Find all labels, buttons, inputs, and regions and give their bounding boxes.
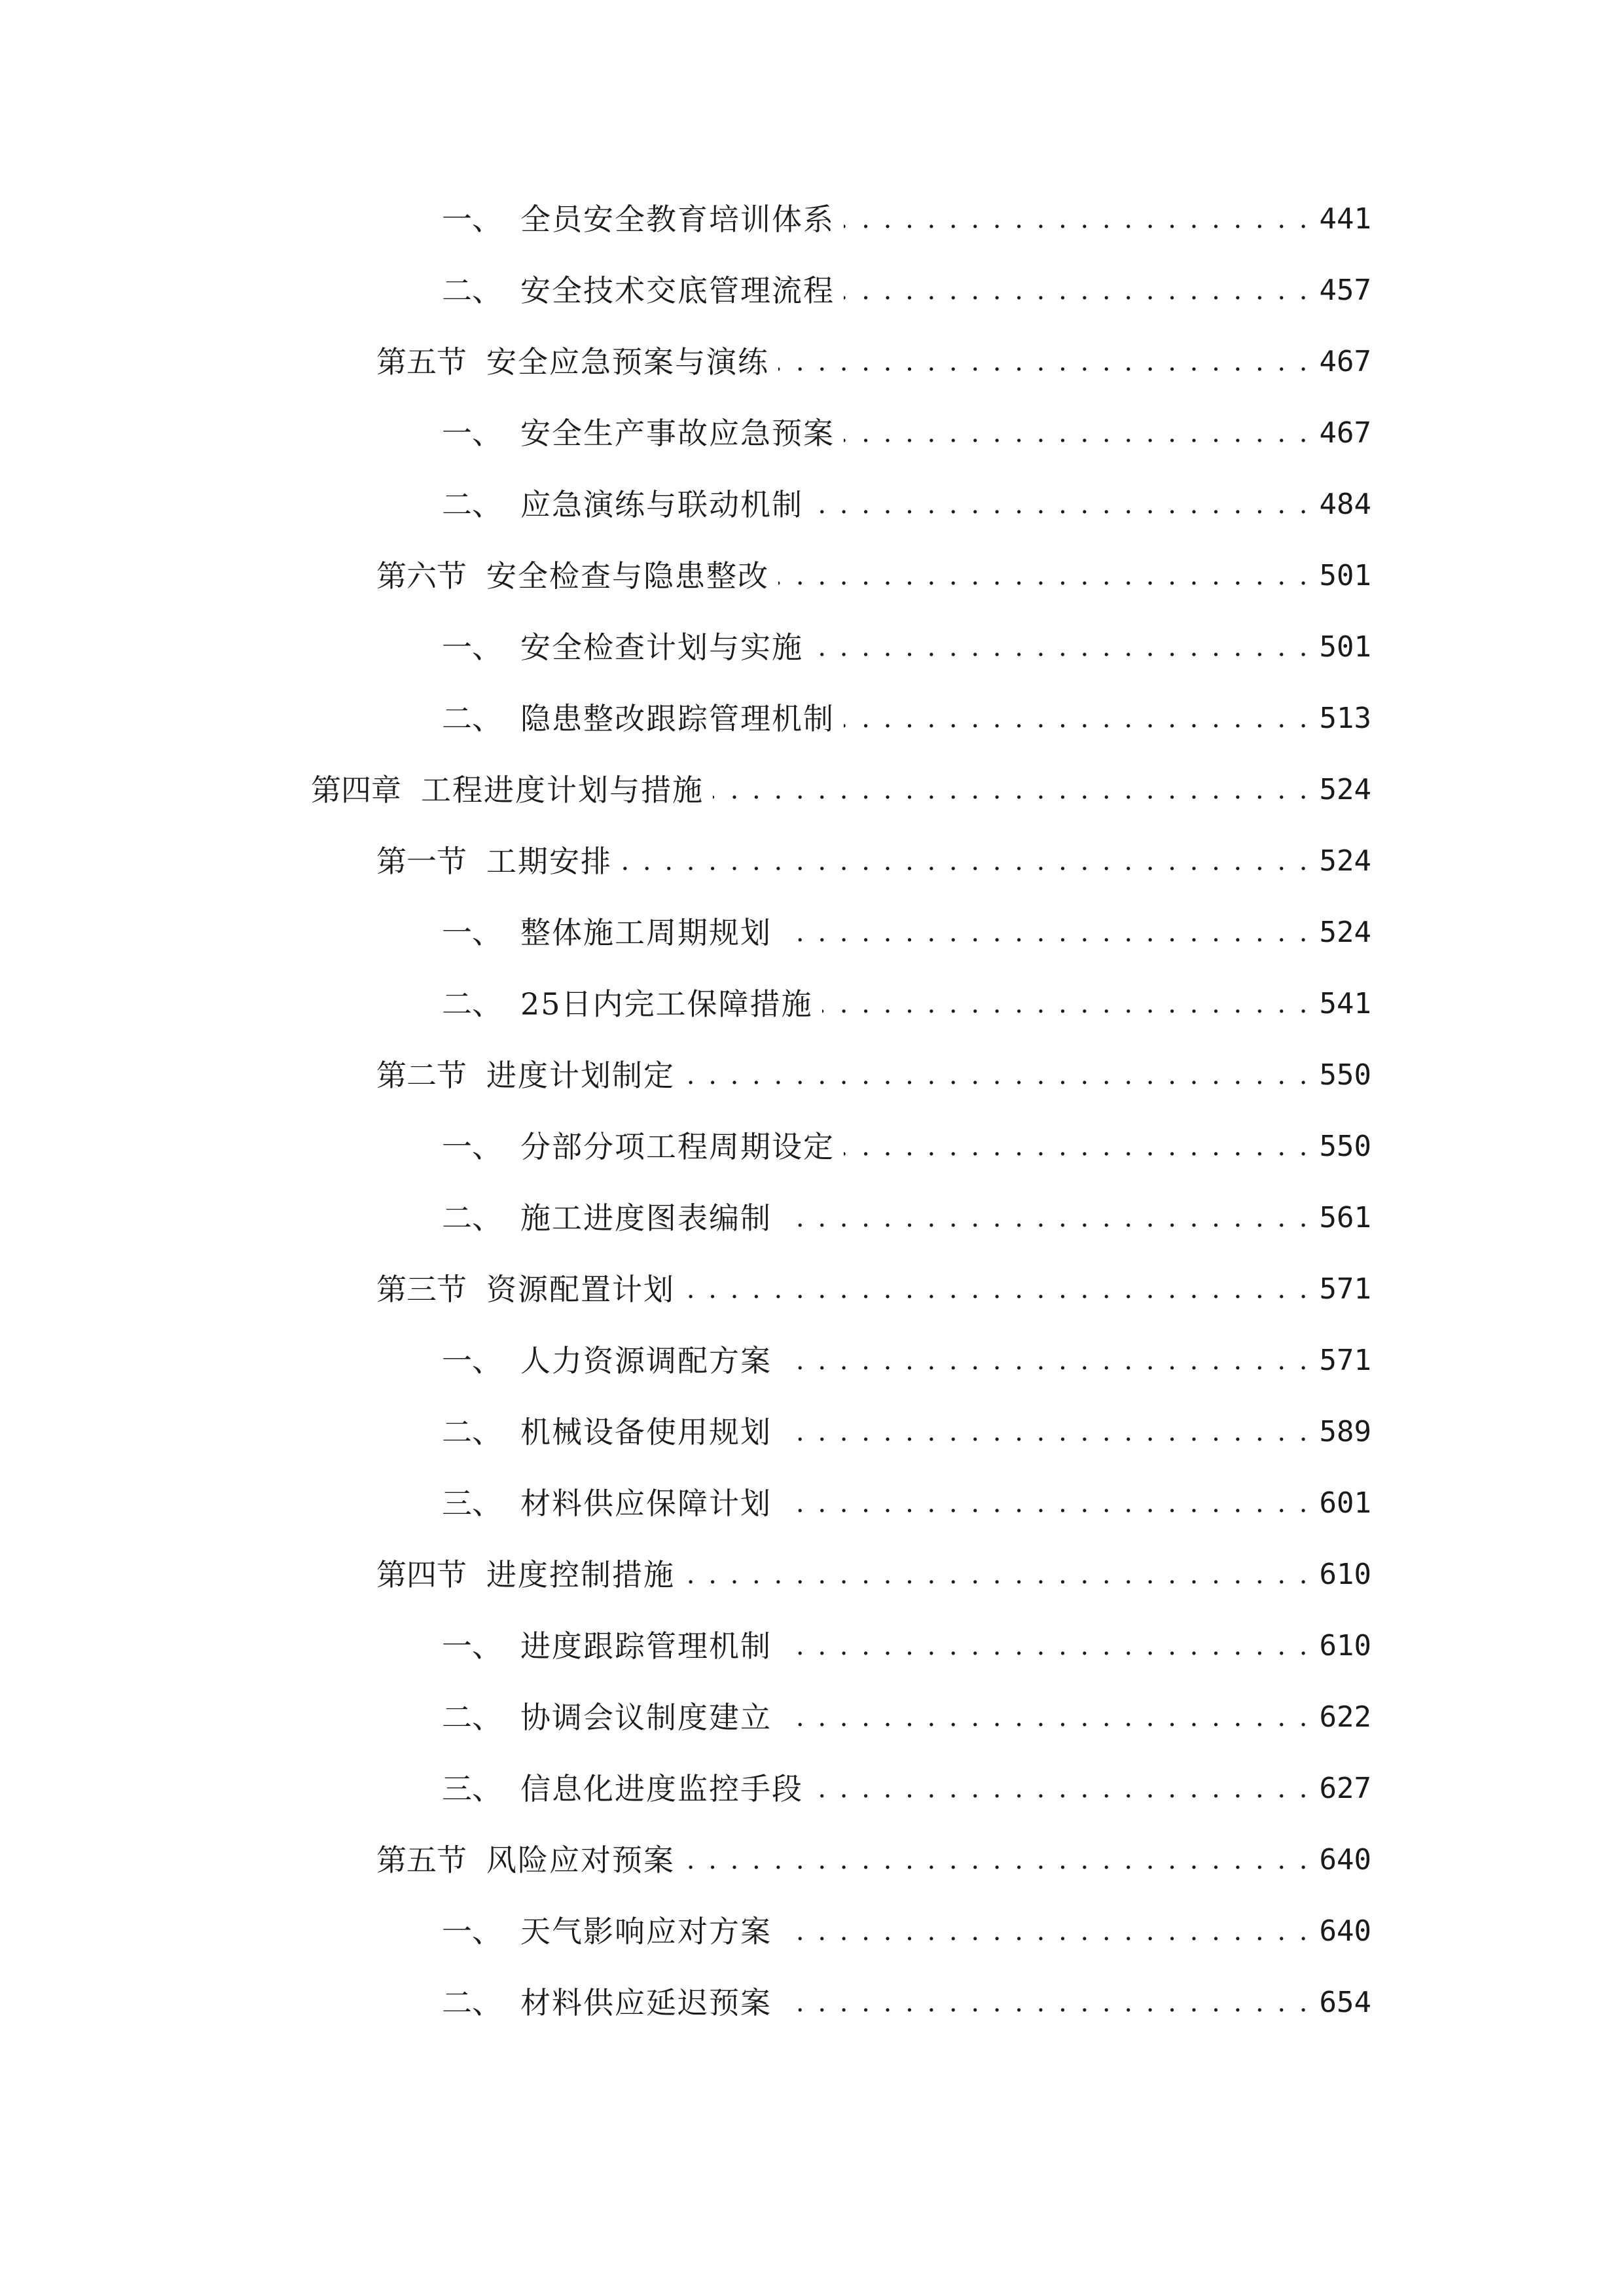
toc-entry-number: 三、 (442, 1486, 502, 1521)
toc-entry-title: 应急演练与联动机制 (520, 487, 803, 522)
toc-entry-title: 安全应急预案与演练 (486, 344, 769, 380)
toc-entry[interactable] (442, 407, 1371, 459)
toc-entry-number: 第一节 (376, 844, 467, 879)
toc-entry-number: 第二节 (376, 1058, 467, 1093)
toc-entry-number: 二、 (442, 1985, 502, 2020)
toc-entry-title: 材料供应延迟预案 (520, 1985, 772, 2020)
toc-page-number: 467 (1319, 345, 1371, 378)
toc-page-number: 627 (1319, 1772, 1371, 1805)
toc-entry-title: 施工进度图表编制 (520, 1200, 772, 1236)
dot-leader (844, 407, 1310, 459)
dot-leader (781, 1905, 1310, 1958)
dot-leader (781, 1406, 1310, 1458)
toc-entry[interactable] (442, 1763, 1371, 1815)
toc-page-number: 501 (1319, 559, 1371, 592)
toc-entry[interactable] (442, 1335, 1371, 1387)
toc-entry-title: 工程进度计划与措施 (421, 772, 704, 808)
dot-leader (781, 1691, 1310, 1744)
toc-entry-title: 整体施工周期规划 (520, 915, 772, 950)
toc-page-number: 501 (1319, 630, 1371, 664)
toc-entry[interactable] (376, 1263, 1371, 1316)
dot-leader (781, 1192, 1310, 1244)
dot-leader (778, 336, 1310, 388)
toc-entry[interactable] (311, 764, 1371, 816)
dot-leader (812, 1763, 1310, 1815)
dot-leader (684, 1549, 1310, 1601)
toc-entry-title: 风险应对预案 (486, 1842, 675, 1878)
toc-page-number: 610 (1319, 1558, 1371, 1591)
toc-entry-title: 信息化进度监控手段 (520, 1771, 803, 1806)
toc-entry-number: 二、 (442, 487, 502, 522)
dot-leader (713, 764, 1310, 816)
dot-leader (844, 264, 1310, 317)
toc-entry-title: 天气影响应对方案 (520, 1914, 772, 1949)
toc-entry-number: 二、 (442, 986, 502, 1022)
toc-entry-number: 第五节 (376, 1842, 467, 1878)
dot-leader (781, 1977, 1310, 2029)
toc-entry-title: 进度计划制定 (486, 1058, 675, 1093)
toc-entry-title: 安全生产事故应急预案 (520, 416, 835, 451)
dot-leader (781, 1620, 1310, 1672)
toc-entry[interactable] (376, 550, 1371, 602)
toc-entry[interactable] (442, 906, 1371, 959)
toc-entry[interactable] (442, 1977, 1371, 2029)
toc-page-number: 622 (1319, 1700, 1371, 1734)
toc-entry[interactable] (376, 835, 1371, 888)
toc-entry-number: 一、 (442, 416, 502, 451)
toc-entry-number: 一、 (442, 202, 502, 237)
toc-entry-title: 资源配置计划 (486, 1272, 675, 1307)
toc-page-number: 601 (1319, 1486, 1371, 1520)
dot-leader (812, 621, 1310, 673)
toc-entry-title: 协调会议制度建立 (520, 1700, 772, 1735)
dot-leader (621, 835, 1310, 888)
toc-page-number: 571 (1319, 1344, 1371, 1377)
toc-page-number: 524 (1319, 773, 1371, 806)
toc-entry[interactable] (442, 692, 1371, 745)
toc-entry[interactable] (376, 336, 1371, 388)
toc-page-number: 571 (1319, 1272, 1371, 1306)
toc-page-number: 561 (1319, 1201, 1371, 1234)
toc-entry[interactable] (442, 1691, 1371, 1744)
toc-entry[interactable] (376, 1049, 1371, 1102)
dot-leader (684, 1049, 1310, 1102)
toc-entry-title: 机械设备使用规划 (520, 1414, 772, 1450)
toc-entry-title: 安全技术交底管理流程 (520, 273, 835, 308)
toc-page-number: 524 (1319, 844, 1371, 878)
toc-entry-title: 安全检查计划与实施 (520, 630, 803, 665)
toc-page-number: 654 (1319, 1986, 1371, 2019)
dot-leader (684, 1834, 1310, 1886)
toc-entry-number: 二、 (442, 1200, 502, 1236)
toc-entry-title: 隐患整改跟踪管理机制 (520, 701, 835, 736)
toc-entry-number: 一、 (442, 1343, 502, 1378)
toc-page-number: 513 (1319, 702, 1371, 735)
toc-entry-title: 进度控制措施 (486, 1557, 675, 1592)
dot-leader (781, 1477, 1310, 1530)
toc-entry-number: 三、 (442, 1771, 502, 1806)
toc-page-number: 640 (1319, 1914, 1371, 1948)
toc-entry[interactable] (442, 1620, 1371, 1672)
toc-page-number: 441 (1319, 202, 1371, 236)
toc-entry[interactable] (376, 1834, 1371, 1886)
dot-leader (822, 978, 1310, 1030)
toc-entry-number: 一、 (442, 1914, 502, 1949)
toc-page-number: 541 (1319, 987, 1371, 1020)
toc-entry-number: 第四章 (311, 772, 401, 808)
toc-entry-number: 一、 (442, 630, 502, 665)
dot-leader (844, 692, 1310, 745)
toc-page-number: 589 (1319, 1415, 1371, 1448)
toc-entry-number: 一、 (442, 915, 502, 950)
toc-entry-number: 二、 (442, 1414, 502, 1450)
toc-entry[interactable] (442, 1406, 1371, 1458)
toc-page-number: 484 (1319, 488, 1371, 521)
toc-entry-number: 二、 (442, 1700, 502, 1735)
toc-entry-title: 全员安全教育培训体系 (520, 202, 835, 237)
toc-entry-title: 材料供应保障计划 (520, 1486, 772, 1521)
dot-leader (778, 550, 1310, 602)
toc-entry-number: 第五节 (376, 344, 467, 380)
toc-page-number: 550 (1319, 1058, 1371, 1092)
toc-page-number: 550 (1319, 1130, 1371, 1163)
toc-entry[interactable] (442, 1192, 1371, 1244)
toc-entry[interactable] (442, 1477, 1371, 1530)
toc-entry-number: 一、 (442, 1129, 502, 1164)
toc-entry-title: 安全检查与隐患整改 (486, 558, 769, 594)
dot-leader (684, 1263, 1310, 1316)
toc-entry[interactable] (442, 1905, 1371, 1958)
toc-entry-number: 第六节 (376, 558, 467, 594)
dot-leader (781, 1335, 1310, 1387)
toc-entry-number: 二、 (442, 273, 502, 308)
toc-entry-title: 工期安排 (486, 844, 612, 879)
toc-page-number: 640 (1319, 1843, 1371, 1876)
toc-entry-title: 25日内完工保障措施 (520, 986, 813, 1022)
toc-page-number: 610 (1319, 1629, 1371, 1662)
toc-entry-title: 进度跟踪管理机制 (520, 1628, 772, 1664)
toc-page-number: 524 (1319, 916, 1371, 949)
toc-entry[interactable] (442, 193, 1371, 245)
toc-entry[interactable] (442, 978, 1371, 1030)
toc-entry-number: 二、 (442, 701, 502, 736)
toc-entry-title: 人力资源调配方案 (520, 1343, 772, 1378)
toc-page-number: 457 (1319, 274, 1371, 307)
dot-leader (844, 1121, 1310, 1173)
toc-entry-number: 第四节 (376, 1557, 467, 1592)
toc-entry-number: 第三节 (376, 1272, 467, 1307)
toc-entry-title: 分部分项工程周期设定 (520, 1129, 835, 1164)
toc-entry[interactable] (442, 1121, 1371, 1173)
toc-entry-number: 一、 (442, 1628, 502, 1664)
dot-leader (812, 478, 1310, 531)
toc-page-number: 467 (1319, 416, 1371, 450)
dot-leader (844, 193, 1310, 245)
toc-entry[interactable] (442, 621, 1371, 673)
toc-entry[interactable] (376, 1549, 1371, 1601)
dot-leader (781, 906, 1310, 959)
toc-entry[interactable] (442, 264, 1371, 317)
toc-entry[interactable] (442, 478, 1371, 531)
